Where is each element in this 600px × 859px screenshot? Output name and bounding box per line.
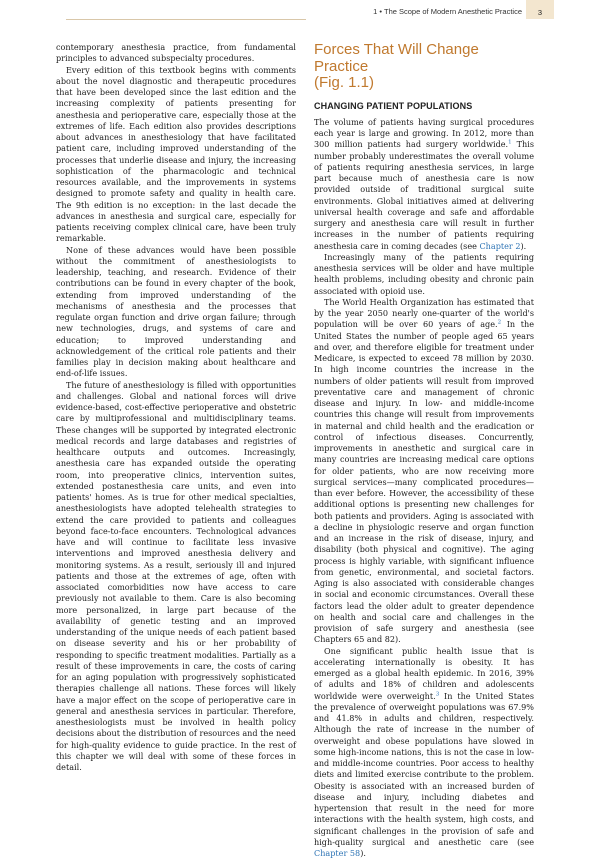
subsection-heading: CHANGING PATIENT POPULATIONS — [314, 101, 534, 112]
header-rule — [66, 19, 306, 20]
citation-link[interactable]: 3 — [436, 691, 440, 697]
paragraph — [314, 646, 534, 859]
chapter-number: 1 — [373, 7, 377, 16]
citation-link[interactable]: 1 — [508, 140, 512, 146]
paragraph: Increasingly many of the patients requiring anesthesia services will be older and have multiple health problems, including obesity and chronic pain associated with opioid use. — [314, 252, 534, 297]
paragraph: Every edition of this textbook begins with comments about the novel diagnostic and therapeutic procedures that have been developed since the last edition and the increasing complexity of patients presenting for anesthesia and perioperative care, especially those at the extremes of life. Each edition also provides descriptions about advances in anesthesiology that have facilitated patient care, including improved understanding of the processes that underlie disease and injury, the increasing sophistication of the pharmacologic and technical resources available, and the improvements in systems designed to promote safety and quality in health care. The 9th edition is no exception: in the last decade the advances in anesthesia and surgical care, especially for patients receiving complex clinical care, have been truly remarkable. — [56, 65, 296, 245]
text-run: ). — [521, 241, 527, 251]
page-number: 3 — [538, 0, 542, 20]
section-heading-text: Forces That Will Change Practice — [314, 41, 479, 75]
text-run: The volume of patients having surgical procedures each year is large and growing. In 2012, more than 300 million patients had surgery worldwide. — [314, 117, 534, 150]
text-run: In the United States the prevalence of overweight populations was 67.9% and 41.8% in adults and children, respectively. Although the rate of increase in the number of overweight and obese populations have slowed in some high-income nations, this is not the case in low- and middle-income countries. Poor access to healthy diets and limited exercise contribute to the problem. Obesity is associated with an increased burden of disease and injury, including diabetes and hypertension that result in the need for more interactions with the health system, high costs, and significant challenges in the provision of safe and high-quality surgical and anesthetic care (see — [314, 691, 534, 847]
text-run: This number probably underestimates the overall volume of patients requiring anesthesia services, in large part because much of anesthesia care is now provided outside of traditional surgical suite environments. Global initiatives aimed at delivering universal health coverage and safe and affordable surgery and anesthesia care will result in further increases in the number of patients requiring anesthesia care in coming decades (see — [314, 139, 534, 250]
header-bullet: • — [379, 7, 382, 16]
text-run: The World Health Organization has estimated that by the year 2050 nearly one-quarter of the world's population will be over 60 years of age. — [314, 297, 534, 330]
right-column — [314, 42, 534, 859]
citation-link[interactable]: 2 — [498, 320, 502, 326]
page-number-tab — [526, 0, 554, 19]
paragraph: None of these advances would have been possible without the commitment of anesthesiologists to leadership, teaching, and research. Evidence of their contributions can be found in every chapter of the book, extending from improved understanding of the mechanisms of anesthesia and the processes that regulate organ function and drive organ failure; through new technologies, drugs, and systems of care and education; to improved understanding and acknowledgement of the critical role patients and their families play in decision making about healthcare and end-of-life issues. — [56, 245, 296, 380]
paragraph — [314, 297, 534, 646]
chapter-link[interactable]: Chapter 58 — [314, 848, 360, 858]
left-column — [56, 42, 296, 773]
running-header-section — [373, 7, 522, 16]
paragraph — [314, 117, 534, 252]
text-run: ). — [360, 848, 366, 858]
chapter-link[interactable]: Chapter 2 — [479, 241, 520, 251]
text-run: One significant public health issue that is accelerating internationally is obesity. It has emerged as a global health epidemic. In 2016, 39% of adults and 18% of children and adolescents worldwide were overweight. — [314, 646, 534, 701]
figure-reference-link[interactable]: (Fig. 1.1) — [314, 74, 374, 91]
paragraph: contemporary anesthesia practice, from fundamental principles to advanced subspecialty procedures. — [56, 42, 296, 65]
paragraph: The future of anesthesiology is filled with opportunities and challenges. Global and national forces will drive evidence-based, cost-effective perioperative and obstetric care by multiprofessional and multidisciplinary teams. These changes will be supported by integrated electronic medical records and large databases and registries of healthcare outputs and outcomes. Increasingly, anesthesia care has expanded outside the operating room, into preoperative clinics, intervention suites, extended postanesthesia care units, and even into patients' homes. As is true for other medical specialties, anesthesiologists have adopted telehealth strategies to extend the care provided to patients and colleagues beyond face-to-face encounters. Technological advances have and will continue to facilitate less invasive interventions and improved anesthesia delivery and monitoring systems. As a result, seriously ill and injured patients and those at the extremes of age, often with associated comorbidities now have access to care previously not available to them. Care is also becoming more personalized, in large part because of the availability of genetic testing and an improved understanding of the unique needs of each patient based on disease severity and his or her probability of responding to specific treatment modalities. Partially as a result of these improvements in care, the costs of caring for an aging population with progressively sophisticated therapies challenge all nations. These forces will likely have a major effect on the scope of perioperative care in general and anesthesia services in particular. Therefore, anesthesiologists must be involved in health policy decisions about the distribution of resources and the need for high-quality evidence to guide practice. In the rest of this chapter we will deal with some of these forces in detail. — [56, 380, 296, 774]
chapter-title: The Scope of Modern Anesthetic Practice — [384, 7, 522, 16]
running-header — [0, 0, 600, 22]
text-run: In the United States the number of people aged 65 years and over, and therefore eligible for treatment under Medicare, is expected to exceed 78 million by 2030. In high income countries the increase in the numbers of older patients will result from improved preventative care and management of chronic disease and injury. In low- and middle-income countries this change will result from improvements in maternal and child health and the eradication or control of infectious diseases. Concurrently, improvements in anesthetic and surgical care in many countries are increasing medical care options for older patients, who are now receiving more surgical services—many complicated procedures—than ever before. However, the accessibility of these additional options is presenting new challenges for both patients and providers. Aging is associated with a decline in physiologic reserve and organ function and an increase in the risk of disease, injury, and disability (both physical and cognitive). The aging process is highly variable, with significant influence from genetic, environmental, and societal factors. Aging is also associated with considerable changes in social and economic circumstances. Overall these factors lead the older adult to greater dependence on health and social care and challenges in the provision of safe surgery and anesthesia (see Chapters 65 and 82). — [314, 319, 534, 644]
section-heading — [314, 42, 534, 92]
